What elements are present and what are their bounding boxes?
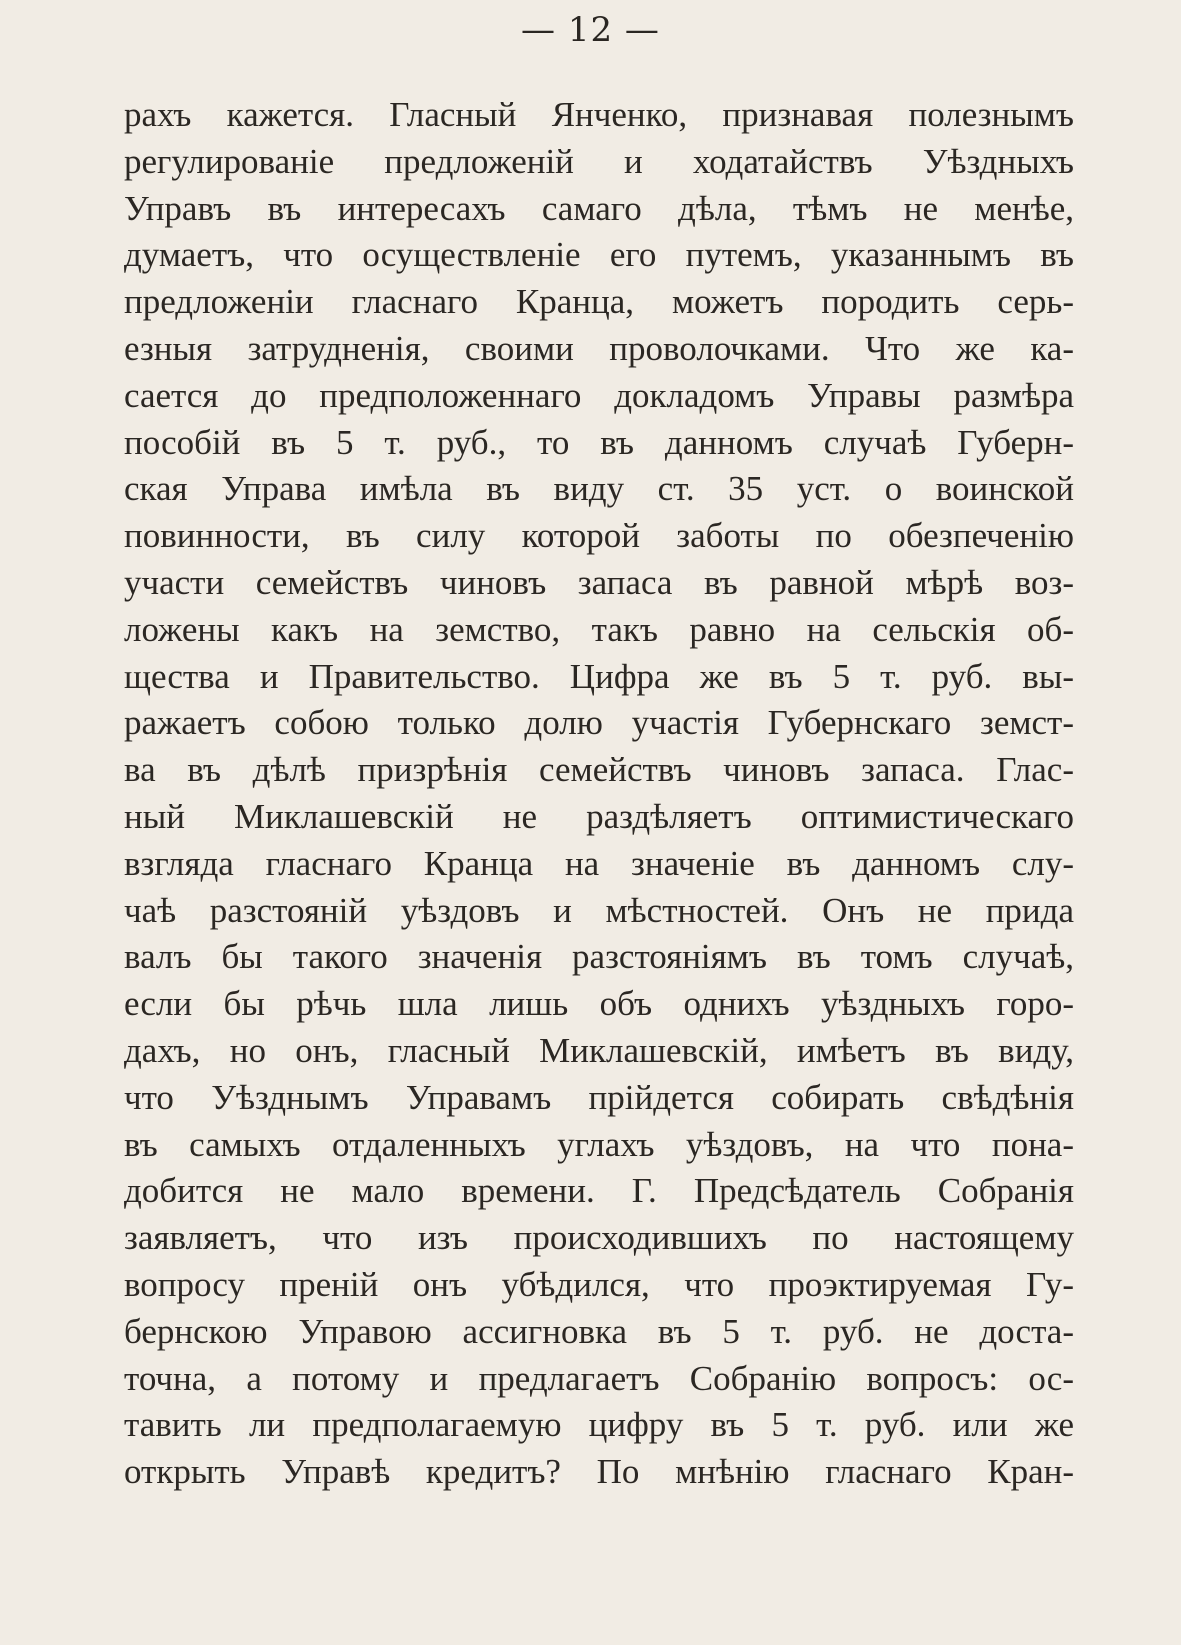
text-line: дахъ, но онъ, гласный Миклашевскій, имѣетъ въ виду, — [124, 1030, 1074, 1070]
text-line: пособій въ 5 т. руб., то въ данномъ случаѣ Губерн- — [124, 422, 1074, 462]
text-line: сается до предположеннаго докладомъ Управы размѣра — [124, 375, 1074, 415]
text-line: ская Управа имѣла въ виду ст. 35 уст. о воинской — [124, 469, 1074, 509]
page-number-header: — 12 — — [521, 10, 660, 50]
text-line: езныя затрудненія, своими проволочками. Что же ка- — [124, 328, 1074, 368]
text-line: регулированіе предложеній и ходатайствъ Уѣздныхъ — [124, 141, 1074, 181]
text-line: вопросу преній онъ убѣдился, что проэктируемая Гу- — [124, 1264, 1074, 1304]
text-line: взгляда гласнаго Кранца на значеніе въ данномъ слу- — [124, 843, 1074, 883]
text-line: въ самыхъ отдаленныхъ углахъ уѣздовъ, на что пона- — [124, 1124, 1074, 1164]
text-line: Управъ въ интересахъ самаго дѣла, тѣмъ не менѣе, — [124, 188, 1074, 228]
text-line: рахъ кажется. Гласный Янченко, признавая полезнымъ — [124, 95, 1074, 134]
text-line: думаетъ, что осуществленіе его путемъ, указаннымъ въ — [124, 235, 1074, 275]
text-line: бернскою Управою ассигновка въ 5 т. руб. не доста- — [124, 1311, 1074, 1351]
text-line: открыть Управѣ кредитъ? По мнѣнію гласнаго Кран- — [124, 1452, 1074, 1492]
text-line: ражаетъ собою только долю участія Губернскаго земст- — [124, 703, 1074, 743]
body-text — [124, 92, 1074, 1496]
text-line: чаѣ разстояній уѣздовъ и мѣстностей. Онъ не прида — [124, 890, 1074, 930]
text-line: участи семействъ чиновъ запаса въ равной мѣрѣ воз- — [124, 562, 1074, 602]
text-line: добится не мало времени. Г. Предсѣдатель Собранія — [124, 1171, 1074, 1211]
text-line: тавить ли предполагаемую цифру въ 5 т. руб. или же — [124, 1405, 1074, 1445]
text-line: заявляетъ, что изъ происходившихъ по настоящему — [124, 1218, 1074, 1258]
text-line: ва въ дѣлѣ призрѣнія семействъ чиновъ запаса. Глас- — [124, 750, 1074, 790]
text-line: ный Миклашевскій не раздѣляетъ оптимистическаго — [124, 796, 1074, 836]
text-line: предложеніи гласнаго Кранца, можетъ породить серь- — [124, 282, 1074, 322]
text-line: щества и Правительство. Цифра же въ 5 т. руб. вы- — [124, 656, 1074, 696]
text-line: ложены какъ на земство, такъ равно на сельскія об- — [124, 609, 1074, 649]
text-line: повинности, въ силу которой заботы по обезпеченію — [124, 516, 1074, 556]
text-line: если бы рѣчь шла лишь объ однихъ уѣздныхъ горо- — [124, 984, 1074, 1024]
text-line: что Уѣзднымъ Управамъ прійдется собирать свѣдѣнія — [124, 1077, 1074, 1117]
text-line: валъ бы такого значенія разстояніямъ въ томъ случаѣ, — [124, 937, 1074, 977]
text-line: точна, а потому и предлагаетъ Собранію вопросъ: ос- — [124, 1358, 1074, 1398]
